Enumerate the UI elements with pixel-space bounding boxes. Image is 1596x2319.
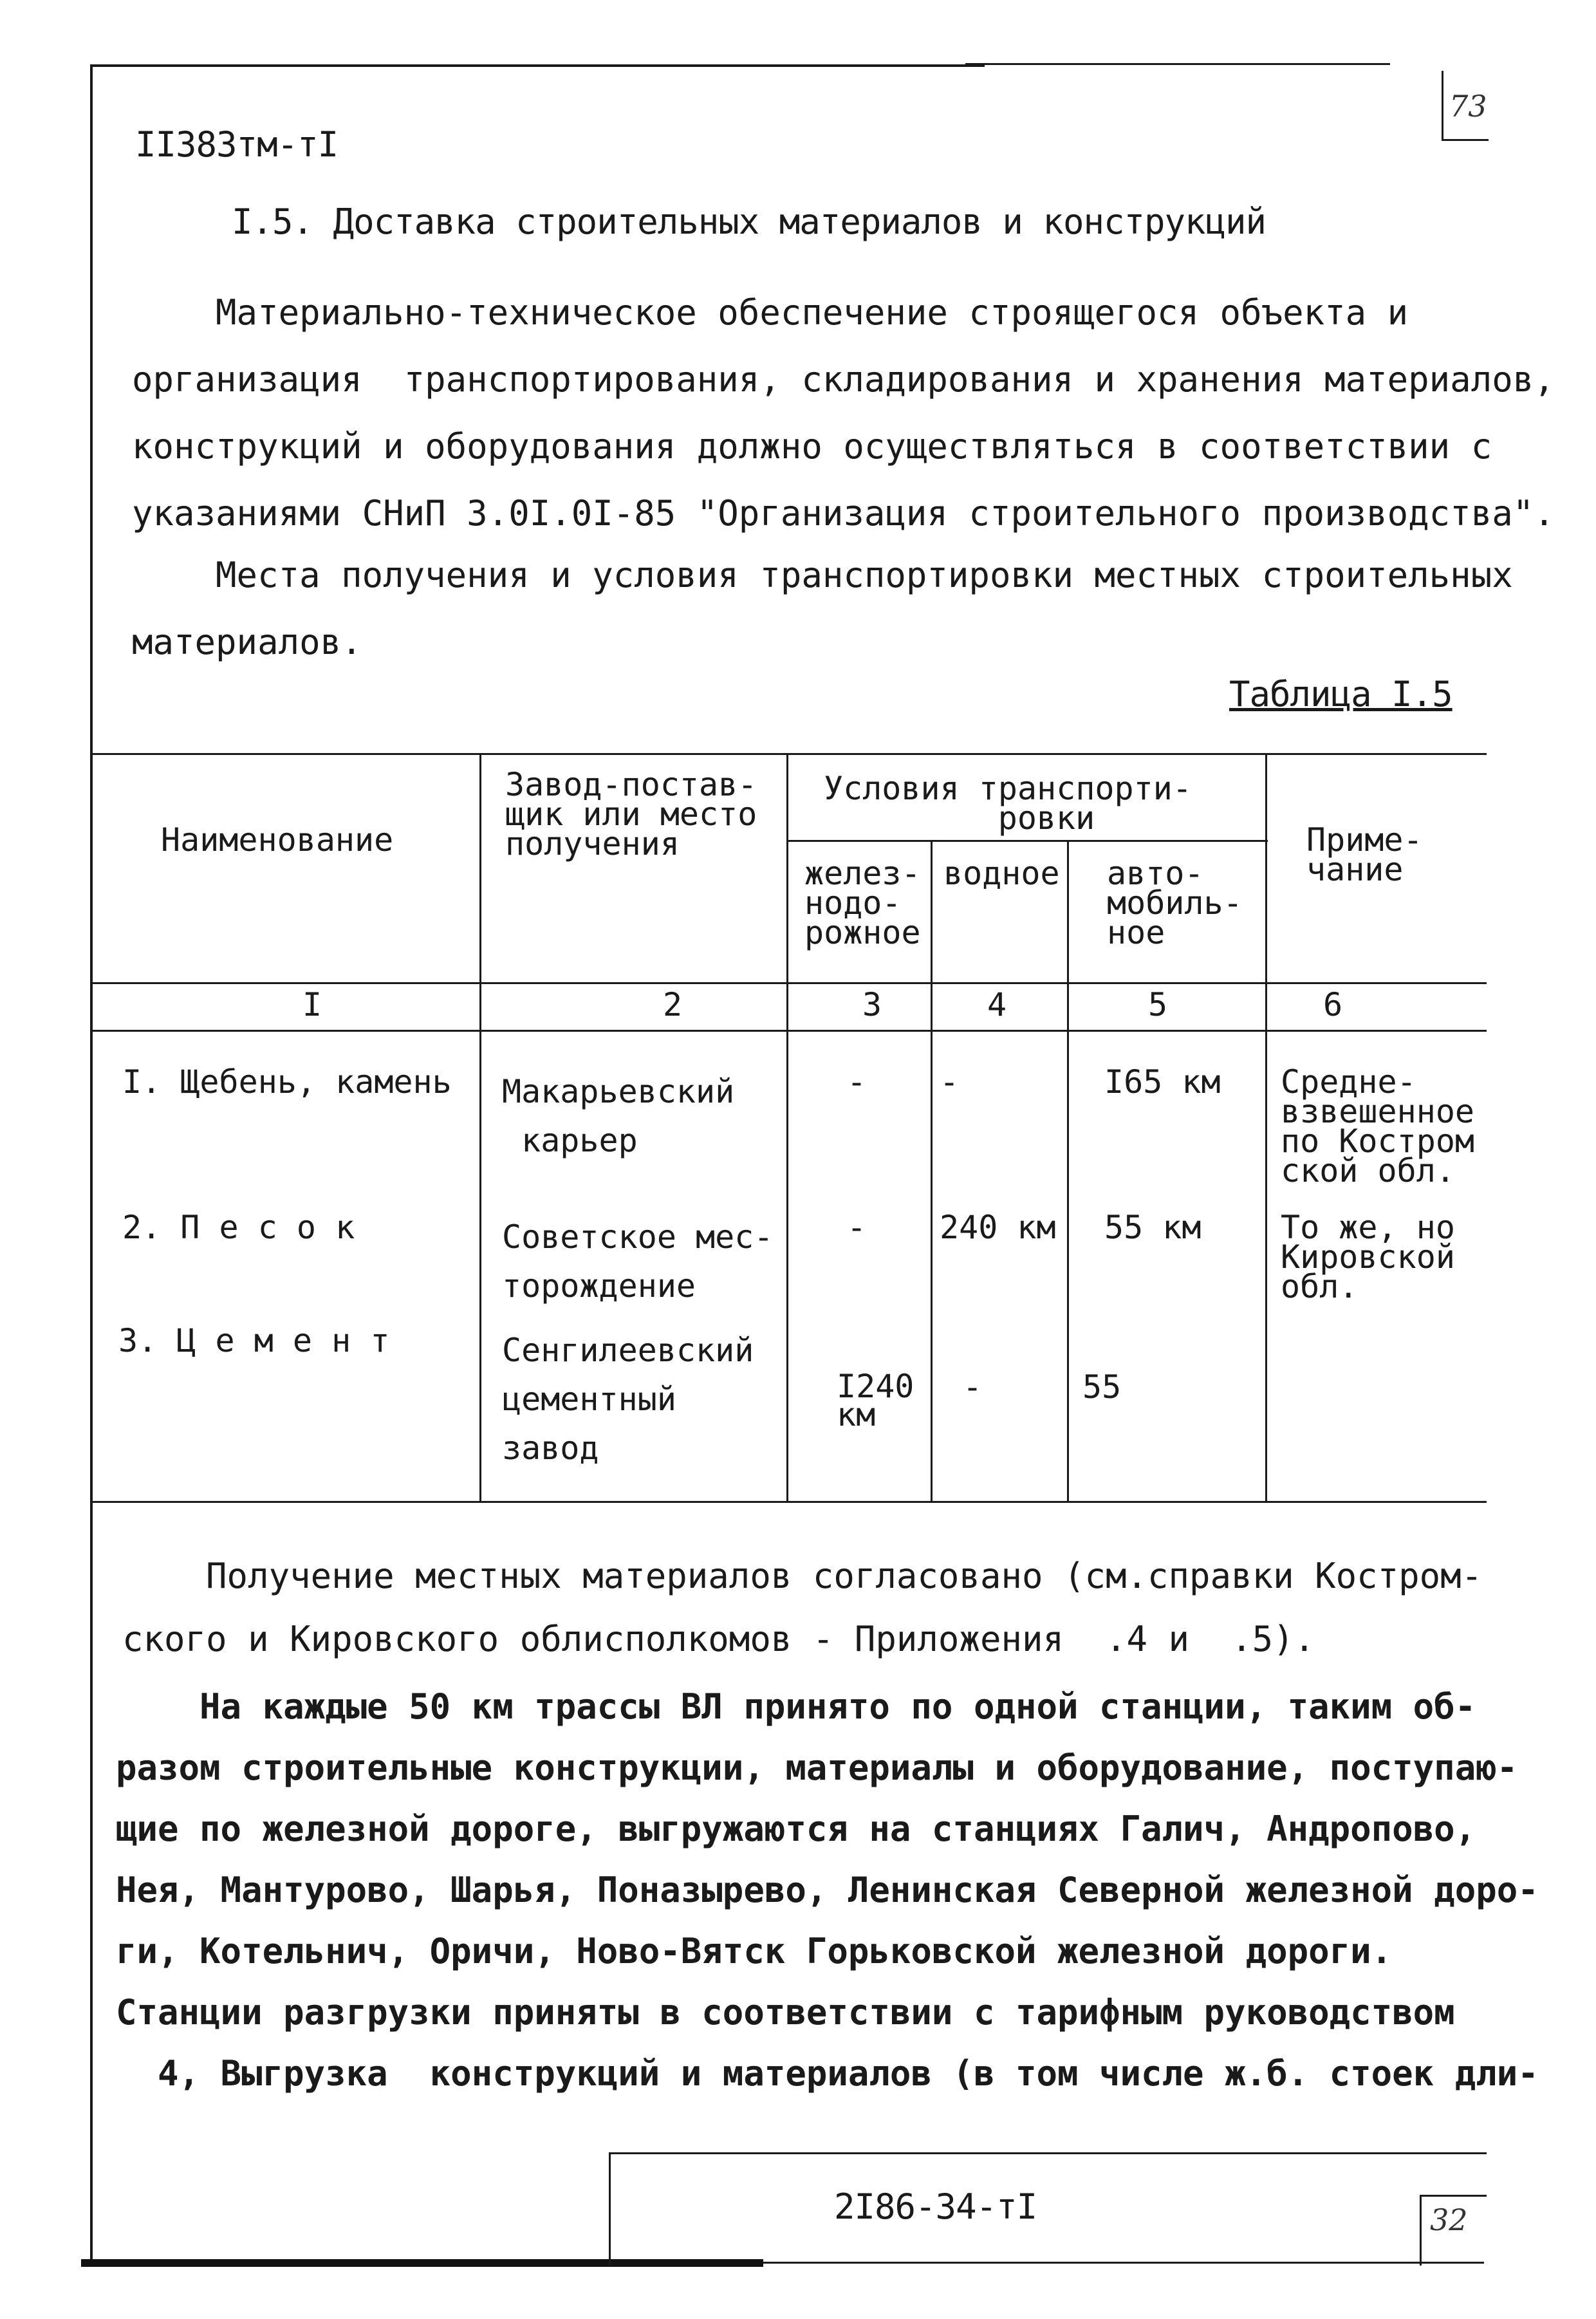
table-col-line-5 — [1265, 753, 1267, 1501]
table-col-line-1 — [479, 753, 481, 1501]
row3-rail — [837, 1368, 914, 1433]
row1-water: - — [940, 1063, 960, 1101]
row2-auto: 55 км — [1104, 1209, 1202, 1246]
col-number-3: 3 — [862, 986, 882, 1023]
places-paragraph — [132, 542, 1513, 676]
row2-supplier-line-2: торождение — [502, 1267, 696, 1305]
frame-top-line-right — [965, 63, 1390, 65]
intro-line-4: указаниями СНиП 3.0I.0I-85 "Организация строительного производства". — [132, 493, 1555, 534]
table-col-line-2 — [786, 753, 788, 1501]
header-supplier-line-3: получения — [505, 825, 680, 862]
header-rail — [804, 855, 921, 951]
row3-supplier-line-2: цементный — [502, 1381, 676, 1418]
row2-note-line-2: Кировской — [1281, 1238, 1455, 1276]
places-line-2: материалов. — [132, 622, 362, 662]
page-number: 73 — [1449, 89, 1487, 124]
row3-supplier-line-1: Сенгилеевский — [502, 1332, 754, 1369]
row1-auto: I65 км — [1104, 1063, 1221, 1101]
row1-note-line-1: Средне- — [1281, 1063, 1416, 1101]
header-name: Наименование — [161, 821, 394, 859]
approval-paragraph — [122, 1545, 1482, 1671]
footer-doc-code: 2I86-34-тI — [834, 2186, 1037, 2227]
stations-line-5: ги, Котельнич, Оричи, Ново-Вятск Горьковской железной дороги. — [116, 1931, 1393, 1971]
row3-name: 3. Ц е м е н т — [118, 1322, 390, 1359]
col-number-4: 4 — [987, 986, 1007, 1023]
frame-bottom-line-right — [763, 2262, 1484, 2264]
header-auto-line-1: авто- — [1107, 855, 1204, 892]
row1-supplier-line-2: карьер — [502, 1122, 638, 1159]
header-transport — [824, 770, 1192, 837]
footer-stamp-divider — [1420, 2195, 1422, 2266]
header-rail-line-3: рожное — [804, 914, 921, 951]
intro-paragraph — [132, 279, 1555, 547]
row2-supplier — [502, 1213, 773, 1310]
footer-sheet-number: 32 — [1430, 2203, 1468, 2237]
table-col-line-4 — [1067, 840, 1069, 1501]
header-transport-line-2: ровки — [998, 799, 1095, 837]
table-top-border — [90, 753, 1487, 755]
col-number-1: I — [302, 986, 322, 1023]
header-transport-line-1: Условия транспорти- — [824, 770, 1192, 807]
row2-note-line-3: обл. — [1281, 1268, 1359, 1305]
row3-supplier-line-3: завод — [502, 1430, 599, 1467]
table-subheader-line — [786, 840, 1268, 842]
footer-stamp-left — [609, 2152, 611, 2266]
row2-note — [1281, 1209, 1455, 1305]
row2-water: 240 км — [940, 1209, 1056, 1246]
table-caption: Таблица I.5 — [1229, 674, 1452, 714]
row3-rail-line-2: км — [837, 1396, 876, 1433]
places-line-1: Места получения и условия транспортировки местных строительных — [132, 555, 1513, 595]
col-number-6: 6 — [1323, 986, 1343, 1023]
frame-bottom-line — [81, 2259, 763, 2267]
col-number-5: 5 — [1148, 986, 1168, 1023]
stations-line-6: Станции разгрузки приняты в соответствии с тарифным руководством — [116, 1992, 1455, 2033]
table-header-bottom — [90, 982, 1487, 984]
header-note-line-1: Приме- — [1306, 821, 1423, 859]
table-col-line-3 — [931, 840, 933, 1501]
header-auto-line-2: мобиль- — [1107, 884, 1243, 922]
header-supplier-line-2: щик или место — [505, 796, 757, 833]
stations-line-7: 4, Выгрузка конструкций и материалов (в том числе ж.б. стоек дли- — [116, 2053, 1539, 2094]
intro-line-2: организация транспортирования, складирования и хранения материалов, — [132, 359, 1555, 400]
approval-line-2: ского и Кировского облисполкомов - Приложения .4 и .5). — [122, 1619, 1315, 1659]
doc-code-header: II383тм-тI — [135, 124, 339, 165]
row1-name: I. Щебень, камень — [122, 1063, 452, 1101]
row2-name: 2. П е с о к — [122, 1209, 355, 1246]
row1-note-line-4: ской обл. — [1281, 1152, 1455, 1189]
row3-supplier — [502, 1326, 754, 1473]
table-bottom-border — [90, 1501, 1487, 1503]
row3-auto: 55 — [1082, 1368, 1122, 1406]
footer-stamp-inner — [1420, 2195, 1487, 2197]
header-supplier-line-1: Завод-постав- — [505, 766, 757, 803]
row3-water: - — [963, 1368, 983, 1406]
stations-line-1: На каждые 50 км трассы ВЛ принято по одной станции, таким об- — [116, 1686, 1476, 1727]
header-auto — [1107, 855, 1243, 951]
header-rail-line-1: желез- — [804, 855, 921, 892]
row1-note-line-2: взвешенное — [1281, 1093, 1475, 1130]
row1-note — [1281, 1063, 1475, 1189]
row1-supplier-line-1: Макарьевский — [502, 1073, 735, 1110]
header-rail-line-2: нодо- — [804, 884, 902, 922]
stations-line-2: разом строительные конструкции, материалы и оборудование, поступаю- — [116, 1747, 1518, 1788]
stations-line-3: щие по железной дороге, выгружаются на станциях Галич, Андропово, — [116, 1809, 1476, 1849]
row2-note-line-1: То же, но — [1281, 1209, 1455, 1246]
approval-line-1: Получение местных материалов согласовано (см.справки Костром- — [122, 1556, 1483, 1596]
row1-rail: - — [847, 1063, 867, 1101]
row3-rail-line-1: I240 — [837, 1368, 914, 1405]
frame-left-line — [90, 64, 93, 2266]
header-note — [1306, 821, 1423, 888]
intro-line-3: конструкций и оборудования должно осуществляться в соответствии с — [132, 426, 1492, 467]
header-water: водное — [943, 855, 1060, 892]
row1-note-line-3: по Костром — [1281, 1122, 1475, 1160]
row1-supplier — [502, 1067, 734, 1165]
header-auto-line-3: ное — [1107, 914, 1165, 951]
intro-line-1: Материально-техническое обеспечение строящегося объекта и — [132, 292, 1409, 333]
frame-top-line — [90, 64, 985, 67]
col-number-2: 2 — [663, 986, 683, 1023]
header-note-line-2: чание — [1306, 851, 1404, 888]
header-supplier — [505, 766, 757, 862]
stations-paragraph — [116, 1676, 1539, 2104]
table-numbers-bottom — [90, 1030, 1487, 1032]
footer-stamp-top — [609, 2152, 1487, 2154]
row2-rail: - — [847, 1209, 867, 1246]
section-title: I.5. Доставка строительных материалов и конструкций — [232, 201, 1267, 242]
row2-supplier-line-1: Советское мес- — [502, 1218, 774, 1256]
stations-line-4: Нея, Мантурово, Шарья, Поназырево, Ленинская Северной железной доро- — [116, 1870, 1539, 1910]
